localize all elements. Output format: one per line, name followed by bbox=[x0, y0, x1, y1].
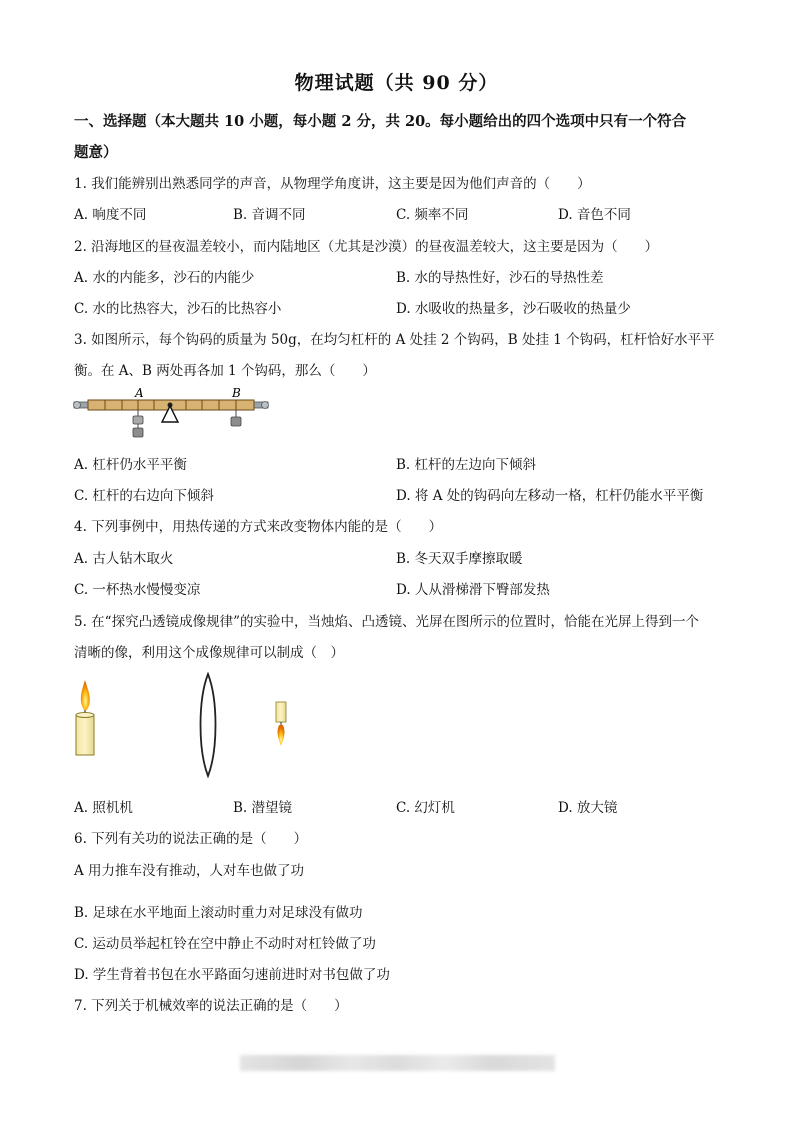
q5-option-a: A. 照机机 bbox=[74, 800, 133, 816]
section-heading-cont: 题意） bbox=[74, 144, 118, 161]
q4-option-d: D. 人从滑梯滑下臀部发热 bbox=[396, 582, 550, 598]
q5-option-b: B. 潜望镜 bbox=[233, 800, 293, 816]
section-heading: 一、选择题（本大题共 10 小题，每小题 2 分，共 20。每小题给出的四个选项中只有一个符合 bbox=[74, 113, 687, 130]
q5-option-d: D. 放大镜 bbox=[558, 800, 618, 816]
q4-option-a: A. 古人钻木取火 bbox=[74, 551, 174, 567]
q5-option-c: C. 幻灯机 bbox=[396, 800, 455, 816]
q4-option-b: B. 冬天双手摩擦取暖 bbox=[396, 551, 523, 567]
q6-stem: 6. 下列有关功的说法正确的是（ ） bbox=[74, 831, 308, 847]
q2-option-d: D. 水吸收的热量多，沙石吸收的热量少 bbox=[396, 301, 631, 317]
q6-option-a: A 用力推车没有推动，人对车也做了功 bbox=[74, 863, 305, 879]
inverted-image bbox=[276, 702, 286, 746]
candle bbox=[76, 680, 94, 755]
q2-option-c: C. 水的比热容大，沙石的比热容小 bbox=[74, 301, 282, 317]
q6-option-b: B. 足球在水平地面上滚动时重力对足球没有做功 bbox=[74, 905, 363, 921]
hook-weight-a2 bbox=[133, 428, 143, 437]
page-title: 物理试题（共 90 分） bbox=[294, 72, 499, 94]
q1-stem: 1. 我们能辨别出熟悉同学的声音，从物理学角度讲，这主要是因为他们声音的（ ） bbox=[74, 176, 591, 192]
q4-stem: 4. 下列事例中，用热传递的方式来改变物体内能的是（ ） bbox=[74, 519, 443, 535]
q3-stem-cont: 衡。在 A、B 两处再各加 1 个钩码，那么（ ） bbox=[74, 363, 376, 379]
q3-stem: 3. 如图所示，每个钩码的质量为 50g，在均匀杠杆的 A 处挂 2 个钩码，B 处挂 1 个钩码，杠杆恰好水平平 bbox=[74, 332, 715, 348]
candle-flame bbox=[81, 680, 90, 710]
q7-stem: 7. 下列关于机械效率的说法正确的是（ ） bbox=[74, 998, 348, 1014]
q4-option-c: C. 一杯热水慢慢变凉 bbox=[74, 582, 201, 598]
q1-option-a: A. 响度不同 bbox=[74, 207, 147, 223]
q3-option-d: D. 将 A 处的钩码向左移动一格，杠杆仍能水平平衡 bbox=[396, 488, 704, 504]
q2-option-b: B. 水的导热性好，沙石的导热性差 bbox=[396, 270, 604, 286]
lever-label-b: B bbox=[232, 386, 241, 400]
convex-lens bbox=[201, 674, 216, 776]
q6-option-c: C. 运动员举起杠铃在空中静止不动时对杠铃做了功 bbox=[74, 936, 376, 952]
q1-option-c: C. 频率不同 bbox=[396, 207, 469, 223]
q3-option-c: C. 杠杆的右边向下倾斜 bbox=[74, 488, 214, 504]
q2-option-a: A. 水的内能多，沙石的内能少 bbox=[74, 270, 255, 286]
q6-option-d: D. 学生背着书包在水平路面匀速前进时对书包做了功 bbox=[74, 967, 390, 983]
q3-option-b: B. 杠杆的左边向下倾斜 bbox=[396, 457, 537, 473]
q1-option-b: B. 音调不同 bbox=[233, 207, 306, 223]
q5-stem-cont: 清晰的像，利用这个成像规律可以制成（ ） bbox=[74, 645, 344, 661]
q3-option-a: A. 杠杆仍水平平衡 bbox=[74, 457, 187, 473]
blurred-footer-watermark bbox=[240, 1055, 555, 1071]
lever-label-a: A bbox=[135, 386, 144, 400]
hook-weight-a1 bbox=[133, 416, 143, 424]
q5-stem: 5. 在“探究凸透镜成像规律”的实验中，当烛焰、凸透镜、光屏在图所示的位置时，恰能在光屏上得到一个 bbox=[74, 614, 699, 630]
q1-option-d: D. 音色不同 bbox=[558, 207, 631, 223]
lever-diagram bbox=[72, 384, 272, 442]
q2-stem: 2. 沿海地区的昼夜温差较小，而内陆地区（尤其是沙漠）的昼夜温差较大，这主要是因为（ ） bbox=[74, 239, 659, 255]
lens-diagram bbox=[70, 670, 310, 782]
hook-weight-b1 bbox=[231, 417, 241, 426]
